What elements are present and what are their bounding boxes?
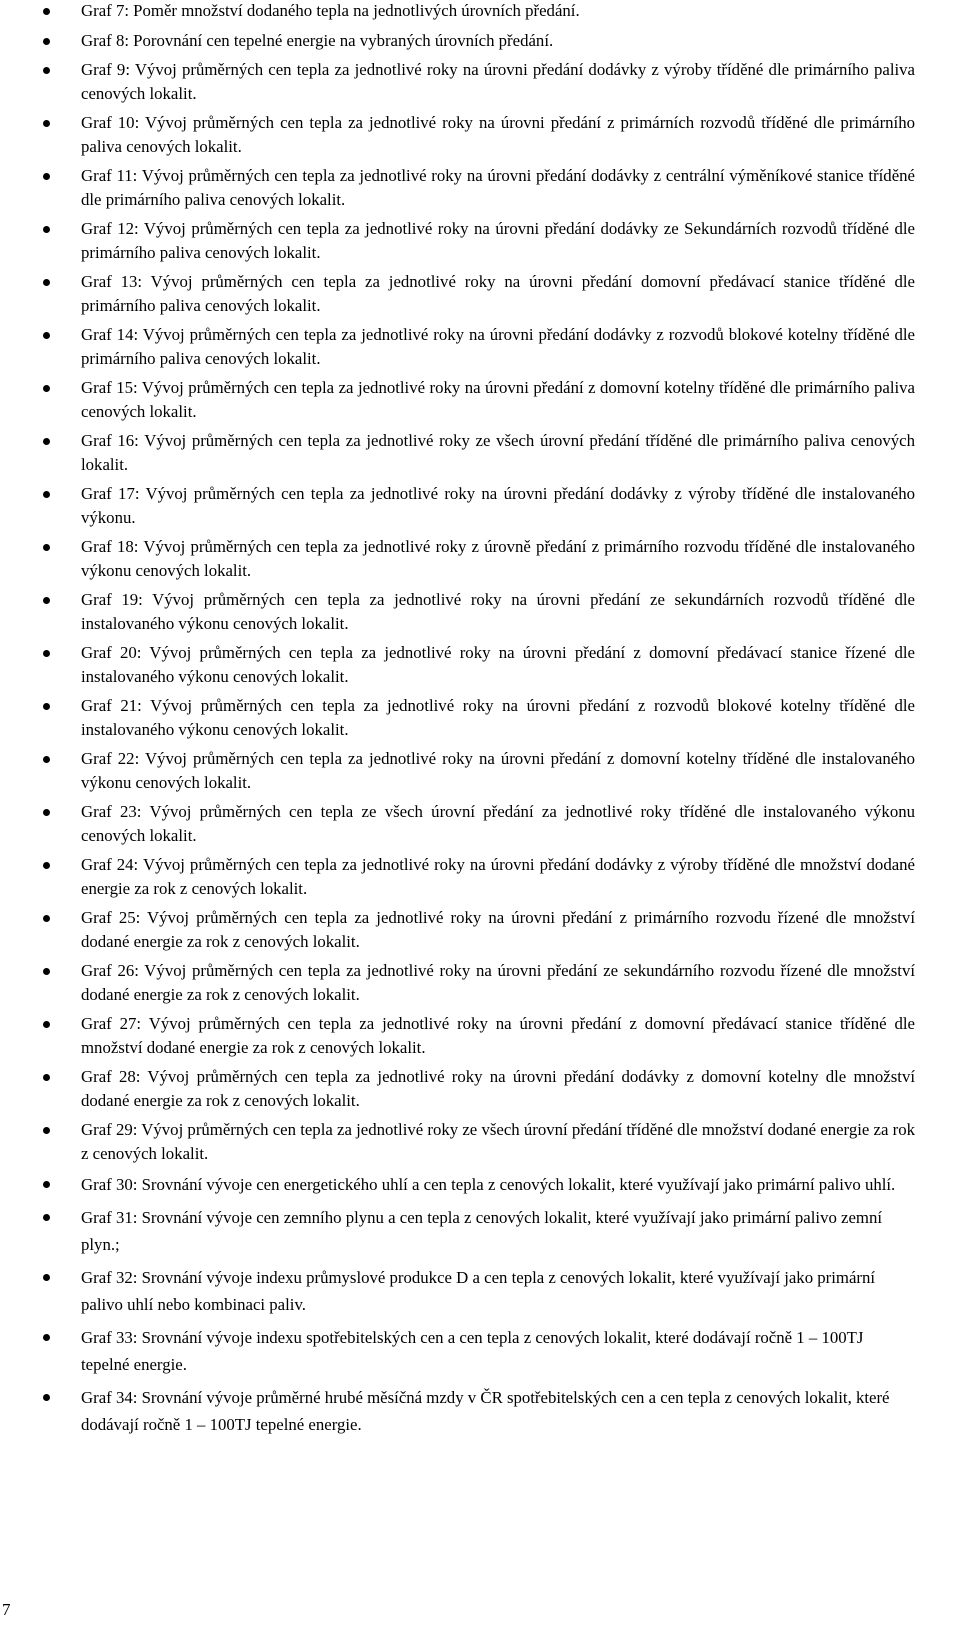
list-item [81,853,915,900]
list-item [81,217,915,264]
page-number: 7 [2,1600,11,1619]
list-item [81,429,915,476]
figure-caption: Graf 20: Vývoj průměrných cen tepla za jednotlivé roky na úrovni předání z domovní předávací stanice řízené dle instalovaného výkonu cenových lokalit. [81,643,915,686]
bullet-icon [43,173,50,180]
bullet-icon [43,1274,50,1281]
list-item [81,959,915,1006]
bullet-icon [43,279,50,286]
bullet-icon [43,862,50,869]
figure-caption: Graf 16: Vývoj průměrných cen tepla za jednotlivé roky ze všech úrovní předání tříděné dle primárního paliva cenových lokalit. [81,431,915,474]
bullet-icon [43,1334,50,1341]
list-item [81,535,915,582]
figure-caption: Graf 22: Vývoj průměrných cen tepla za jednotlivé roky na úrovni předání z domovní kotelny tříděné dle instalovaného výkonu cenových lokalit. [81,749,915,792]
figure-caption: Graf 34: Srovnání vývoje průměrné hrubé měsíčná mzdy v ČR spotřebitelských cen a cen tepla z cenových lokalit, které dodávají ročně 1 – 100TJ tepelné energie. [81,1388,890,1434]
bullet-icon [43,650,50,657]
list-item [81,1012,915,1059]
bullet-icon [43,1181,50,1188]
list-item [81,747,915,794]
figure-caption: Graf 21: Vývoj průměrných cen tepla za jednotlivé roky na úrovni předání z rozvodů blokové kotelny tříděné dle instalovaného výkonu cenových lokalit. [81,696,915,739]
figure-caption: Graf 17: Vývoj průměrných cen tepla za jednotlivé roky na úrovni předání dodávky z výroby tříděné dle instalovaného výkonu. [81,484,915,527]
bullet-icon [43,8,50,15]
bullet-icon [43,756,50,763]
list-item [81,694,915,741]
bullet-icon [43,1021,50,1028]
bullet-icon [43,491,50,498]
bullet-icon [43,703,50,710]
list-item [81,164,915,211]
list-item [81,0,915,23]
list-item [81,29,915,53]
figure-caption: Graf 26: Vývoj průměrných cen tepla za jednotlivé roky na úrovni předání ze sekundárního rozvodu řízené dle množství dodané energie za rok z cenových lokalit. [81,961,915,1004]
list-item [81,1264,915,1318]
figure-caption: Graf 19: Vývoj průměrných cen tepla za jednotlivé roky na úrovni předání ze sekundárních rozvodů tříděné dle instalovaného výkonu cenových lokalit. [81,590,915,633]
bullet-icon [43,1394,50,1401]
bullet-icon [43,1127,50,1134]
figure-caption: Graf 13: Vývoj průměrných cen tepla za jednotlivé roky na úrovni předání domovní předávací stanice tříděné dle primárního paliva cenových lokalit. [81,272,915,315]
bullet-icon [43,385,50,392]
figure-caption: Graf 23: Vývoj průměrných cen tepla ze všech úrovní předání za jednotlivé roky tříděné dle instalovaného výkonu cenových lokalit. [81,802,915,845]
list-item [81,1204,915,1258]
list-item [81,1171,915,1198]
bullet-icon [43,226,50,233]
figure-caption: Graf 30: Srovnání vývoje cen energetického uhlí a cen tepla z cenových lokalit, které využívají jako primární palivo uhlí. [81,1175,896,1194]
list-item [81,323,915,370]
figure-caption: Graf 25: Vývoj průměrných cen tepla za jednotlivé roky na úrovni předání z primárního rozvodu řízené dle množství dodané energie za rok z cenových lokalit. [81,908,915,951]
bullet-icon [43,438,50,445]
figure-caption: Graf 18: Vývoj průměrných cen tepla za jednotlivé roky z úrovně předání z primárního rozvodu tříděné dle instalovaného výkonu cenových lokalit. [81,537,915,580]
figure-caption: Graf 15: Vývoj průměrných cen tepla za jednotlivé roky na úrovni předání z domovní kotelny tříděné dle primárního paliva cenových lokalit. [81,378,915,421]
bullet-icon [43,1214,50,1221]
bullet-icon [43,809,50,816]
bullet-icon [43,1074,50,1081]
bullet-icon [43,120,50,127]
list-item [81,588,915,635]
bullet-icon [43,915,50,922]
bullet-icon [43,544,50,551]
list-item [81,111,915,158]
list-item [81,1324,915,1378]
figure-caption: Graf 27: Vývoj průměrných cen tepla za jednotlivé roky na úrovni předání z domovní předávací stanice tříděné dle množství dodané energie za rok z cenových lokalit. [81,1014,915,1057]
bullet-icon [43,38,50,45]
list-item [81,270,915,317]
list-item [81,800,915,847]
list-item [81,906,915,953]
figure-caption: Graf 32: Srovnání vývoje indexu průmyslové produkce D a cen tepla z cenových lokalit, které využívají jako primární palivo uhlí nebo kombinaci paliv. [81,1268,876,1314]
list-of-figures [81,0,915,1444]
list-item [81,58,915,105]
figure-caption: Graf 11: Vývoj průměrných cen tepla za jednotlivé roky na úrovni předání dodávky z centrální výměníkové stanice tříděné dle primárního paliva cenových lokalit. [81,166,915,209]
list-item [81,1065,915,1112]
figure-caption: Graf 12: Vývoj průměrných cen tepla za jednotlivé roky na úrovni předání dodávky ze Sekundárních rozvodů tříděné dle primárního paliva cenových lokalit. [81,219,915,262]
figure-caption: Graf 29: Vývoj průměrných cen tepla za jednotlivé roky ze všech úrovní předání tříděné dle množství dodané energie za rok z cenových lokalit. [81,1120,915,1163]
list-item [81,482,915,529]
figure-caption: Graf 8: Porovnání cen tepelné energie na vybraných úrovních předání. [81,30,554,50]
bullet-icon [43,332,50,339]
figure-caption: Graf 14: Vývoj průměrných cen tepla za jednotlivé roky na úrovni předání dodávky z rozvodů blokové kotelny tříděné dle primárního paliva cenových lokalit. [81,325,915,368]
figure-caption: Graf 7: Poměr množství dodaného tepla na jednotlivých úrovních předání. [81,1,580,20]
figure-caption: Graf 31: Srovnání vývoje cen zemního plynu a cen tepla z cenových lokalit, které využívají jako primární palivo zemní plyn.; [81,1208,883,1254]
list-item [81,1384,915,1438]
bullet-icon [43,597,50,604]
figure-caption: Graf 33: Srovnání vývoje indexu spotřebitelských cen a cen tepla z cenových lokalit, které dodávají ročně 1 – 100TJ tepelné energie. [81,1328,864,1374]
list-item [81,376,915,423]
figure-caption: Graf 24: Vývoj průměrných cen tepla za jednotlivé roky na úrovni předání dodávky z výroby tříděné dle množství dodané energie za rok z cenových lokalit. [81,855,915,898]
bullet-icon [43,968,50,975]
figure-caption: Graf 28: Vývoj průměrných cen tepla za jednotlivé roky na úrovni předání dodávky z domovní kotelny dle množství dodané energie za rok z cenových lokalit. [81,1067,915,1110]
figure-caption: Graf 9: Vývoj průměrných cen tepla za jednotlivé roky na úrovni předání dodávky z výroby tříděné dle primárního paliva cenových lokalit. [81,60,915,103]
bullet-icon [43,67,50,74]
list-item [81,1118,915,1165]
list-item [81,641,915,688]
figure-caption: Graf 10: Vývoj průměrných cen tepla za jednotlivé roky na úrovni předání z primárních rozvodů tříděné dle primárního paliva cenových lokalit. [81,113,915,156]
